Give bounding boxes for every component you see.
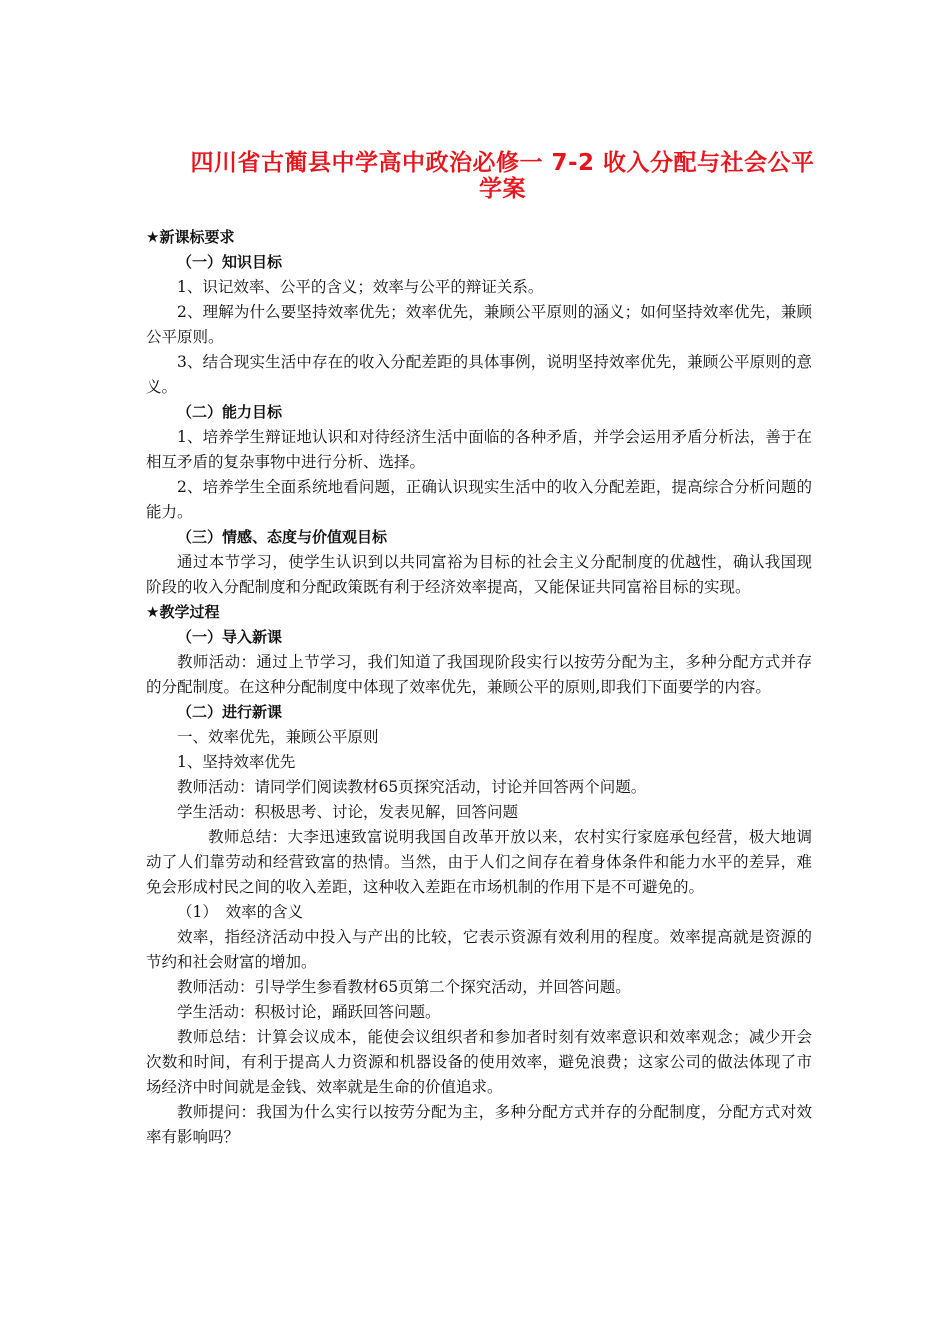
paragraph: 效率，指经济活动中投入与产出的比较，它表示资源有效利用的程度。效率提高就是资源的节约和社会财富的增加。 [146,928,812,971]
section-heading-teaching-process: ★教学过程 [146,603,220,621]
document-body [146,225,812,1150]
paragraph: 学生活动：积极思考、讨论，发表见解，回答问题 [177,803,519,821]
paragraph: 2、培养学生全面系统地看问题，正确认识现实生活中的收入分配差距，提高综合分析问题的能力。 [146,478,812,521]
subheading-knowledge-goals: （一）知识目标 [177,253,283,271]
paragraph: 3、结合现实生活中存在的收入分配差距的具体事例，说明坚持效率优先，兼顾公平原则的意义。 [146,353,812,396]
paragraph: 2、理解为什么要坚持效率优先；效率优先，兼顾公平原则的涵义；如何坚持效率优先，兼顾公平原则。 [146,303,812,346]
paragraph: 学生活动：积极讨论，踊跃回答问题。 [177,1003,441,1021]
subheading-values-goals: （三）情感、态度与价值观目标 [177,528,388,546]
paragraph: 教师活动：引导学生参看教材65页第二个探究活动，并回答问题。 [177,978,631,996]
paragraph: 教师总结：计算会议成本，能使会议组织者和参加者时刻有效率意识和效率观念；减少开会次数和时间，有利于提高人力资源和机器设备的使用效率，避免浪费；这家公司的做法体现了市场经济中时间就是金钱、效率就是生命的价值追求。 [146,1028,812,1096]
paragraph: 一、效率优先，兼顾公平原则 [177,728,379,746]
subheading-new-lesson: （二）进行新课 [177,703,283,721]
paragraph: 1、坚持效率优先 [177,753,296,771]
section-heading-requirements: ★新课标要求 [146,228,235,246]
document-title-line-1: 四川省古蔺县中学高中政治必修一 7-2 收入分配与社会公平 [190,150,815,176]
paragraph: 通过本节学习，使学生认识到以共同富裕为目标的社会主义分配制度的优越性，确认我国现阶段的收入分配制度和分配政策既有利于经济效率提高，又能保证共同富裕目标的实现。 [146,553,812,596]
paragraph: 教师提问：我国为什么实行以按劳分配为主，多种分配方式并存的分配制度，分配方式对效率有影响吗？ [146,1103,812,1146]
subheading-ability-goals: （二）能力目标 [177,403,283,421]
paragraph: 1、培养学生辩证地认识和对待经济生活中面临的各种矛盾，并学会运用矛盾分析法，善于在相互矛盾的复杂事物中进行分析、选择。 [146,428,812,471]
subheading-introduction: （一）导入新课 [177,628,283,646]
paragraph: （1） 效率的含义 [177,903,304,921]
paragraph: 教师活动：通过上节学习，我们知道了我国现阶段实行以按劳分配为主，多种分配方式并存的分配制度。在这种分配制度中体现了效率优先，兼顾公平的原则,即我们下面要学的内容。 [146,653,812,696]
document-title-line-2: 学案 [479,176,526,202]
paragraph: 教师活动：请同学们阅读教材65页探究活动，讨论并回答两个问题。 [177,778,647,796]
paragraph: 教师总结：大李迅速致富说明我国自改革开放以来，农村实行家庭承包经营，极大地调动了人们靠劳动和经营致富的热情。当然，由于人们之间存在着身体条件和能力水平的差异，难免会形成村民之间的收入差距，这种收入差距在市场机制的作用下是不可避免的。 [146,828,812,896]
paragraph: 1、识记效率、公平的含义；效率与公平的辩证关系。 [177,278,544,296]
